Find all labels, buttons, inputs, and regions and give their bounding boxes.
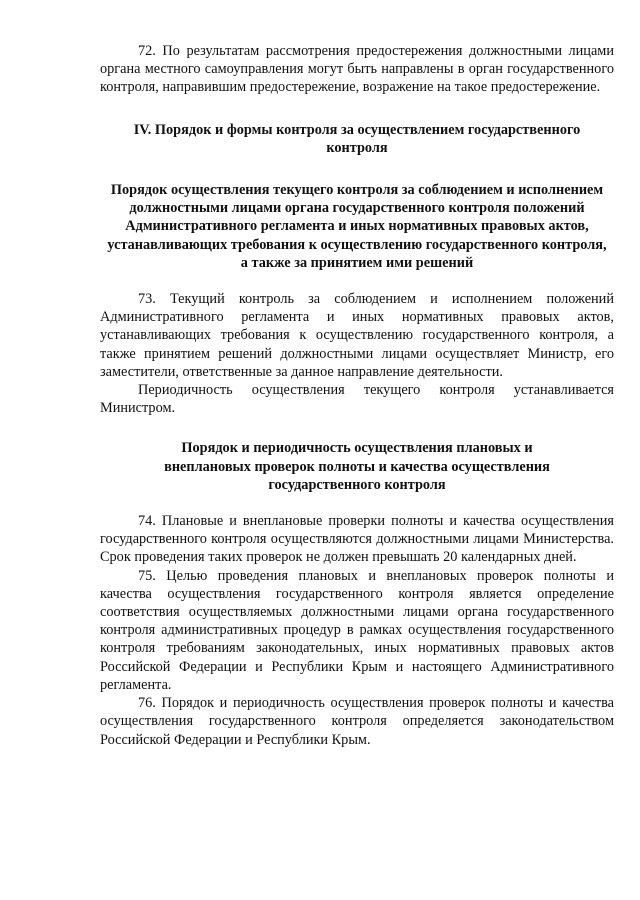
- document-page: [100, 42, 614, 749]
- paragraph-72: 72. По результатам рассмотрения предостережения должностными лицами органа местного самоуправления могут быть направлены в орган государственного контроля, направившим предостережение, возражение на такое предостережение.: [100, 43, 614, 96]
- paragraph-73: 73. Текущий контроль за соблюдением и исполнением положений Административного регламента и иных нормативных правовых актов, устанавливающих требования к осуществлению государственного контроля, а также принятием решений должностными лицами осуществляет Министр, его заместители, ответственные за данное направление деятельности.: [100, 291, 614, 380]
- paragraph-periodicity: Периодичность осуществления текущего контроля устанавливается Министром.: [100, 382, 614, 417]
- paragraph-75: 75. Целью проведения плановых и внеплановых проверок полноты и качества осуществления государственного контроля является определение соответствия осуществляемых должностными лицами органа государственного контроля административных процедур в рамках осуществления государственного контроля требованиям законодательных, иных нормативных правовых актов Российской Федерации и Республики Крым и настоящего Административного регламента.: [100, 567, 614, 693]
- section-heading-iv: IV. Порядок и формы контроля за осуществлением государственного контроля: [133, 121, 581, 156]
- paragraph-74: 74. Плановые и внеплановые проверки полноты и качества осуществления государственного контроля осуществляются должностными лицами Министерства. Срок проведения таких проверок не должен превышать 20 календарных дней.: [100, 513, 614, 566]
- subheading-current-control: Порядок осуществления текущего контроля за соблюдением и исполнением должностными лицами органа государственного контроля положений Административного регламента и иных нормативных правовых актов, устанавливающих требования к осуществлению государственного контроля, а также за принятием ими решений: [107, 182, 607, 271]
- subheading-inspections: Порядок и периодичность осуществления плановых и внеплановых проверок полноты и качества осуществления государственного контроля: [164, 440, 550, 493]
- paragraph-76: 76. Порядок и периодичность осуществления проверок полноты и качества осуществления государственного контроля определяется законодательством Российской Федерации и Республики Крым.: [100, 695, 614, 748]
